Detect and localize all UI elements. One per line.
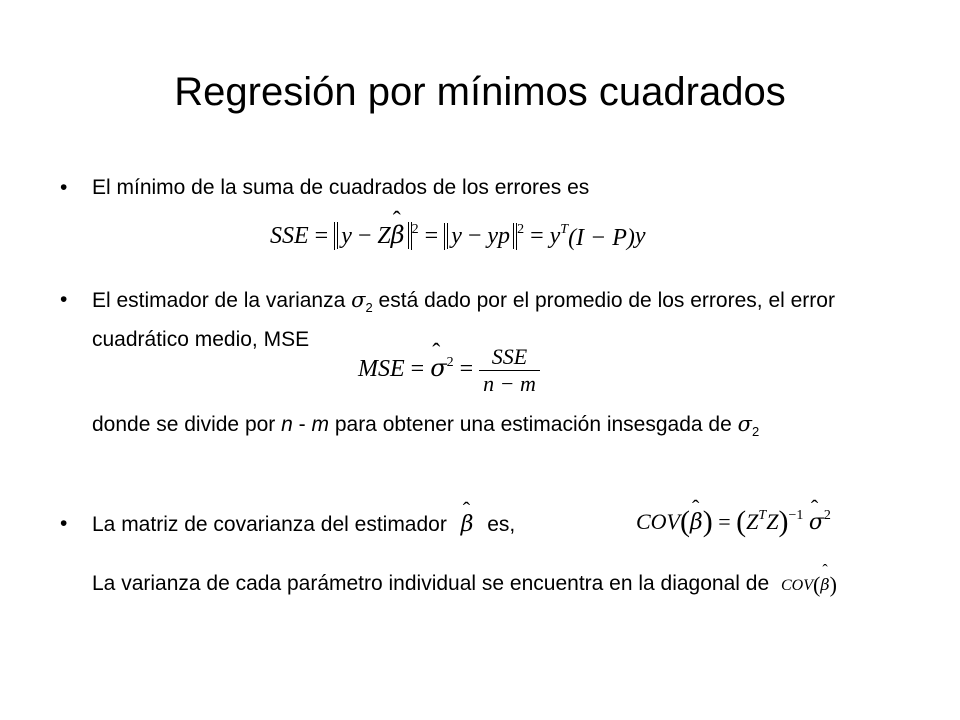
bullet-2-text-b: está dado por el promedio de los errores, el error cuadrático medio, MSE: [92, 289, 835, 351]
sse-y: y: [341, 223, 352, 249]
bullet-2-note: [92, 408, 892, 448]
sse-yp: yp: [487, 223, 511, 249]
bullet-glyph: •: [60, 288, 68, 311]
note-mid: -: [292, 413, 312, 436]
sse-z: Z: [377, 223, 391, 249]
inverse-exponent: −1: [788, 508, 804, 523]
bullet-glyph: •: [60, 176, 68, 199]
sse-rhs-y: y: [549, 223, 561, 249]
bullet-1: [60, 172, 892, 204]
minus-sign: −: [461, 223, 488, 249]
norm-1: [334, 222, 411, 250]
bullet-3-text-a: La matriz de covarianza del estimador: [92, 513, 447, 536]
transpose-sup: T: [560, 222, 569, 237]
mse-fraction: [479, 344, 540, 397]
cov-inline: COV(ˆ β): [781, 577, 837, 594]
sse-last-y: y: [634, 223, 646, 249]
square-exponent: 2: [446, 355, 454, 371]
sigma-exponent: 2: [751, 424, 760, 439]
note-n: n: [281, 413, 293, 436]
sigma-hat: ˆ σ: [809, 509, 824, 535]
square-exponent: 2: [411, 222, 419, 237]
eq-sign: =: [530, 223, 544, 249]
note-m: m: [311, 413, 329, 436]
bullet-3-line2-text: La varianza de cada parámetro individual se encuentra en la diagonal de: [92, 572, 770, 595]
beta-hat: ˆ β: [690, 509, 703, 535]
cov-name: COV: [636, 509, 680, 534]
square-exponent: 2: [517, 222, 525, 237]
bullet-3-line2: [92, 568, 892, 602]
eq-sign: =: [314, 223, 329, 249]
sigma-symbol: σ: [737, 412, 752, 436]
eq-sign: =: [459, 356, 474, 383]
sigma-symbol: σ: [351, 288, 366, 312]
eq-sign: =: [718, 509, 731, 534]
mse-equation: [358, 344, 540, 397]
mse-denominator: n − m: [483, 371, 536, 396]
minus-sign: −: [351, 223, 378, 249]
eq-sign: =: [410, 356, 425, 383]
beta-hat-inline: ˆ β: [461, 511, 474, 536]
sse-lhs: SSE: [270, 223, 309, 249]
cov-z2: Z: [766, 509, 779, 534]
sigma-hat: ˆ σ: [430, 354, 446, 383]
cov-equation: COV(ˆ $\beta) = (Z^TZ)^{-1}$ ˆ $\sigma^2$: [636, 505, 831, 539]
bullet-glyph: •: [60, 512, 68, 535]
bullet-2-text-a: El estimador de la varianza: [92, 289, 352, 312]
transpose-sup: T: [758, 508, 767, 523]
sse-y2: y: [451, 223, 462, 249]
note-text-a: donde se divide por: [92, 413, 282, 436]
mse-lhs: MSE: [358, 356, 405, 383]
eq-sign: =: [424, 223, 439, 249]
sse-equation: [270, 222, 646, 252]
beta-hat: ˆ β: [391, 222, 405, 249]
square-exponent: 2: [823, 508, 831, 523]
norm-2: [444, 223, 517, 250]
mse-numerator: SSE: [479, 344, 540, 371]
note-text-b: para obtener una estimación insesgada de: [329, 413, 738, 436]
sse-i-minus-p: (I − P): [568, 225, 635, 251]
cov-z: Z: [746, 509, 759, 534]
slide-title: Regresión por mínimos cuadrados: [174, 70, 786, 114]
bullet-3-text-b: es,: [487, 513, 516, 536]
bullet-1-text: El mínimo de la suma de cuadrados de los errores es: [92, 176, 590, 199]
sigma-exponent: 2: [365, 300, 373, 315]
